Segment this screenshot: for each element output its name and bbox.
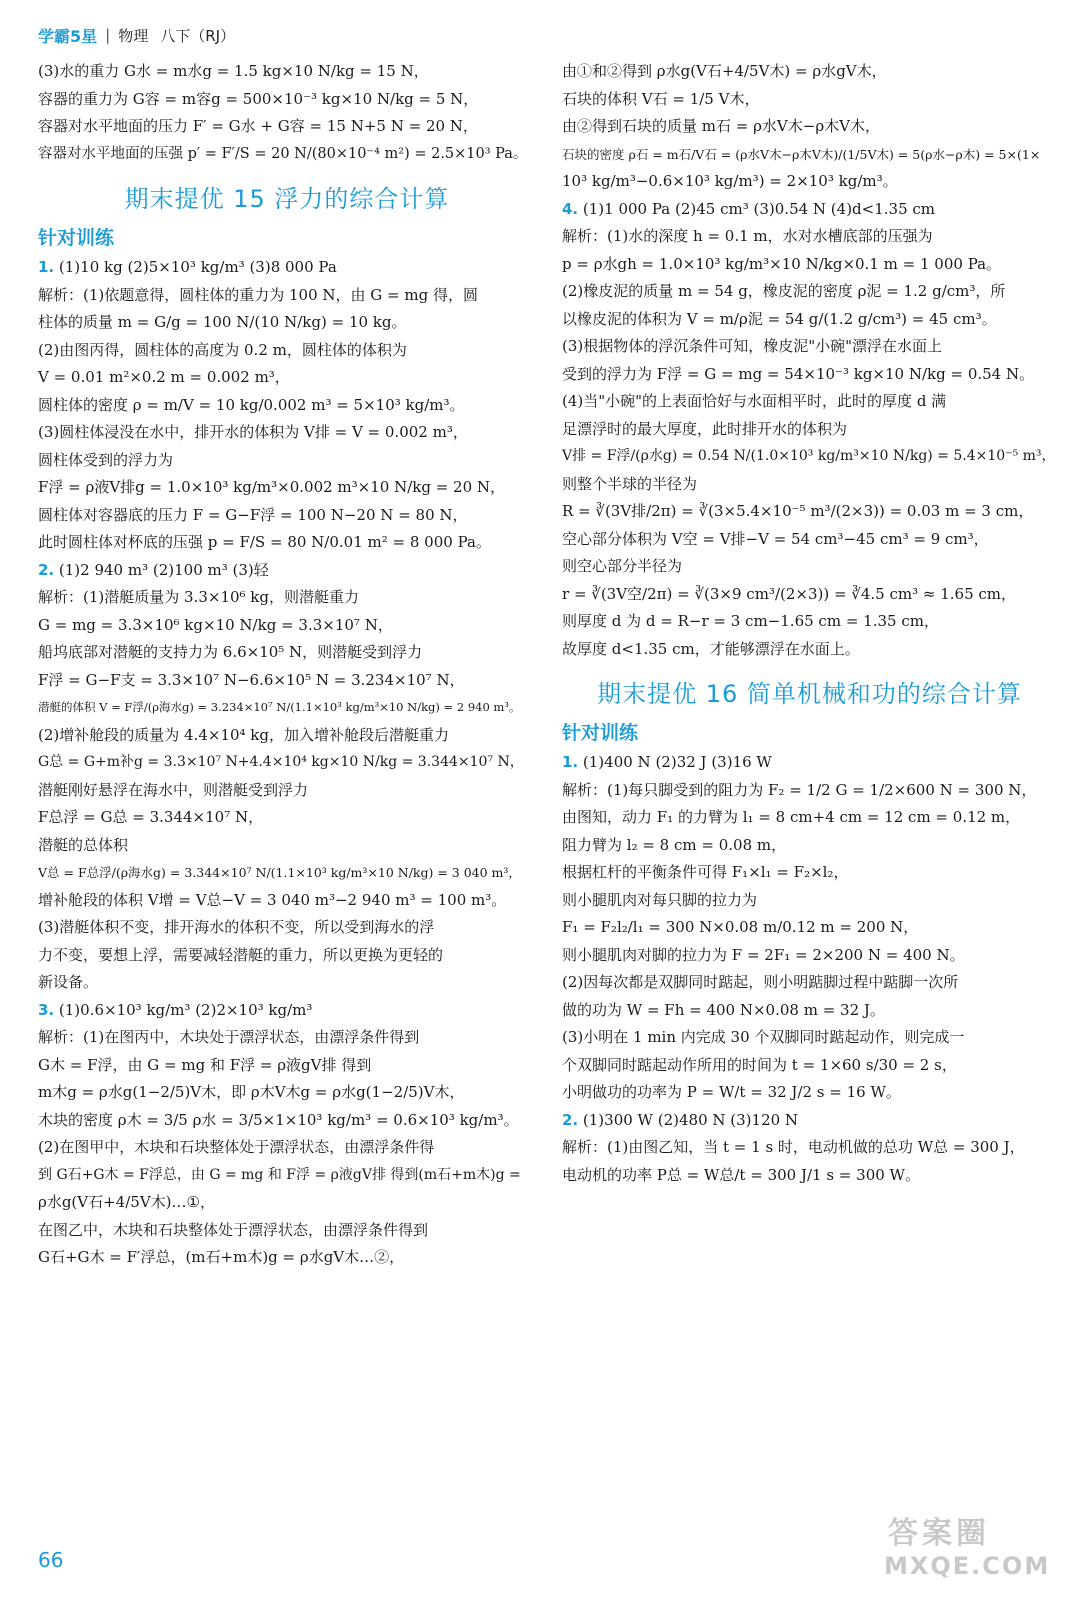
right-continuation-block	[562, 58, 1057, 663]
left-intro-block	[38, 58, 536, 168]
section-15-title: 期末提优 15 浮力的综合计算	[124, 185, 450, 213]
subject-label: 物理	[118, 26, 149, 45]
text-line: 新设备。	[38, 973, 99, 991]
text-line: 电动机的功率 P总 = W总/t = 300 J/1 s = 300 W。	[562, 1165, 920, 1184]
text-line: G = mg = 3.3×10⁶ kg×10 N/kg = 3.3×10⁷ N，	[38, 615, 393, 634]
text-line: (2)增补舱段的质量为 4.4×10⁴ kg，加入增补舱段后潜艇重力	[38, 725, 450, 744]
text-line: 圆柱体对容器底的压力 F = G−F浮 = 100 N−20 N = 80 N，	[38, 505, 468, 524]
text-line: 潜艇的总体积	[38, 835, 129, 854]
text-line: 潜艇的体积 V = F浮/(ρ海水g) = 3.234×10⁷ N/(1.1×10³ kg/m³×10 N/kg) = 2 940 m³。	[38, 700, 521, 714]
text-line: 解析：(1)每只脚受到的阻力为 F₂ = 1/2 G = 1/2×600 N = 300 N，	[562, 780, 1037, 799]
text-line: (3)水的重力 G水 = m水g = 1.5 kg×10 N/kg = 15 N，	[38, 62, 429, 80]
grade-label: 八下（RJ）	[160, 26, 236, 45]
watermark-top: 答案圈	[888, 1516, 990, 1551]
text-line: 则空心部分半径为	[562, 557, 683, 575]
text-line: (3)根据物体的浮沉条件可知，橡皮泥"小碗"漂浮在水面上	[562, 337, 943, 355]
text-line: V排 = F浮/(ρ水g) = 0.54 N/(1.0×10³ kg/m³×10 N/kg) = 5.4×10⁻⁵ m³，	[562, 448, 1056, 464]
text-line: (2)因每次都是双脚同时踮起，则小明踮脚过程中踮脚一次所	[562, 973, 959, 991]
text-line: 解析：(1)依题意得，圆柱体的重力为 100 N，由 G = mg 得，圆	[38, 285, 478, 304]
text-line: 2. (1)300 W (2)480 N (3)120 N	[562, 1110, 799, 1129]
text-line: V总 = F总浮/(ρ海水g) = 3.344×10⁷ N/(1.1×10³ kg/m³×10 N/kg) = 3 040 m³，	[38, 865, 521, 880]
text-line: r = ∛(3V空/2π) = ∛(3×9 cm³/(2×3)) = ∛4.5 cm³ ≈ 1.65 cm，	[562, 584, 1017, 603]
text-line: V = 0.01 m²×0.2 m = 0.002 m³，	[38, 368, 290, 386]
section-16-title: 期末提优 16 简单机械和功的综合计算	[597, 680, 1022, 708]
text-line: 力不变，要想上浮，需要减轻潜艇的重力，所以更换为更轻的	[38, 945, 444, 964]
text-line: 由①和②得到 ρ水g(V石+4/5V木) = ρ水gV木，	[562, 62, 887, 80]
left-column	[38, 58, 536, 1272]
text-line: F浮 = G−F支 = 3.3×10⁷ N−6.6×10⁵ N = 3.234×10⁷ N，	[38, 670, 465, 689]
text-line: 到 G石+G木 = F浮总，由 G = mg 和 F浮 = ρ液gV排 得到(m石+m木)g =	[38, 1166, 521, 1183]
page-number: 66	[38, 1548, 64, 1572]
text-line: 由②得到石块的质量 m石 = ρ水V木−ρ木V木，	[562, 117, 880, 135]
text-line: (2)在图甲中，木块和石块整体处于漂浮状态，由漂浮条件得	[38, 1138, 435, 1156]
text-line: 3. (1)0.6×10³ kg/m³ (2)2×10³ kg/m³	[38, 1000, 313, 1019]
text-line: 则小腿肌肉对脚的拉力为 F = 2F₁ = 2×200 N = 400 N。	[562, 945, 965, 964]
text-line: (3)圆柱体浸没在水中，排开水的体积为 V排 = V = 0.002 m³，	[38, 423, 468, 441]
text-line: 由图知，动力 F₁ 的力臂为 l₁ = 8 cm+4 cm = 12 cm = 0.12 m，	[562, 808, 1021, 826]
text-line: 1. (1)10 kg (2)5×10³ kg/m³ (3)8 000 Pa	[38, 258, 337, 276]
section-16-subtitle: 针对训练	[562, 722, 639, 744]
text-line: F浮 = ρ液V排g = 1.0×10³ kg/m³×0.002 m³×10 N/kg = 20 N，	[38, 478, 506, 496]
text-line: 解析：(1)在图丙中，木块处于漂浮状态，由漂浮条件得到	[38, 1028, 420, 1046]
text-line: 受到的浮力为 F浮 = G = mg = 54×10⁻³ kg×10 N/kg = 0.54 N。	[562, 364, 1035, 383]
text-line: F总浮 = G总 = 3.344×10⁷ N，	[38, 808, 264, 826]
right-column	[562, 58, 1057, 1189]
text-line: 在图乙中，木块和石块整体处于漂浮状态，由漂浮条件得到	[38, 1220, 429, 1239]
section-16-body	[562, 749, 1057, 1189]
text-line: 2. (1)2 940 m³ (2)100 m³ (3)轻	[38, 560, 269, 579]
text-line: 个双脚同时踮起动作所用的时间为 t = 1×60 s/30 = 2 s，	[562, 1055, 957, 1074]
text-line: 解析：(1)潜艇质量为 3.3×10⁶ kg，则潜艇重力	[38, 588, 360, 606]
question-number: 1.	[38, 258, 55, 276]
text-line: ρ水g(V石+4/5V木)…①，	[38, 1193, 215, 1211]
text-line: 圆柱体的密度 ρ = m/V = 10 kg/0.002 m³ = 5×10³ kg/m³。	[38, 395, 465, 414]
text-line: 石块的体积 V石 = 1/5 V木，	[562, 89, 760, 108]
text-line: 容器对水平地面的压强 p′ = F′/S = 20 N/(80×10⁻⁴ m²) = 2.5×10³ Pa。	[38, 145, 528, 162]
question-number: 2.	[562, 1110, 579, 1129]
watermark-bottom: MXQE.COM	[884, 1552, 1051, 1580]
text-line: 空心部分体积为 V空 = V排−V = 54 cm³−45 cm³ = 9 cm³，	[562, 529, 989, 548]
header-divider: |	[105, 26, 111, 44]
text-line: 小明做功的功率为 P = W/t = 32 J/2 s = 16 W。	[562, 1083, 901, 1101]
text-line: (4)当"小碗"的上表面恰好与水面相平时，此时的厚度 d 满	[562, 392, 947, 410]
text-line: 根据杠杆的平衡条件可得 F₁×l₁ = F₂×l₂，	[562, 863, 849, 881]
text-line: 木块的密度 ρ木 = 3/5 ρ水 = 3/5×1×10³ kg/m³ = 0.6×10³ kg/m³。	[38, 1110, 519, 1129]
question-number: 4.	[562, 199, 579, 218]
text-line: 足漂浮时的最大厚度，此时排开水的体积为	[562, 419, 848, 438]
text-line: 石块的密度 ρ石 = m石/V石 = (ρ水V木−ρ木V木)/(1/5V木) = 5(ρ水−ρ木) = 5×(1×	[562, 146, 1041, 162]
brand-logo: 学霸5星	[38, 26, 98, 46]
text-line: 解析：(1)水的深度 h = 0.1 m，水对水槽底部的压强为	[562, 227, 933, 245]
question-number: 1.	[562, 753, 579, 771]
text-line: 柱体的质量 m = G/g = 100 N/(10 N/kg) = 10 kg。	[38, 313, 407, 331]
text-line: 容器对水平地面的压力 F′ = G水 + G容 = 15 N+5 N = 20 N，	[38, 117, 478, 135]
text-line: 10³ kg/m³−0.6×10³ kg/m³) = 2×10³ kg/m³。	[562, 172, 898, 190]
text-line: 阻力臂为 l₂ = 8 cm = 0.08 m，	[562, 835, 787, 854]
text-line: (2)由图丙得，圆柱体的高度为 0.2 m，圆柱体的体积为	[38, 340, 407, 359]
text-line: p = ρ水gh = 1.0×10³ kg/m³×10 N/kg×0.1 m = 1 000 Pa。	[562, 254, 1002, 273]
text-line: 做的功为 W = Fh = 400 N×0.08 m = 32 J。	[562, 1000, 885, 1019]
text-line: 解析：(1)由图乙知，当 t = 1 s 时，电动机做的总功 W总 = 300 J，	[562, 1138, 1025, 1156]
text-line: 则厚度 d 为 d = R−r = 3 cm−1.65 cm = 1.35 cm，	[562, 612, 939, 630]
text-line: m木g = ρ水g(1−2/5)V木，即 ρ木V木g = ρ水g(1−2/5)V木，	[38, 1083, 465, 1101]
text-line: G石+G木 = F′浮总，(m石+m木)g = ρ水gV木…②，	[38, 1248, 405, 1266]
text-line: R = ∛(3V排/2π) = ∛(3×5.4×10⁻⁵ m³/(2×3)) = 0.03 m = 3 cm，	[562, 502, 1034, 520]
text-line: G总 = G+m补g = 3.3×10⁷ N+4.4×10⁴ kg×10 N/kg = 3.344×10⁷ N，	[38, 754, 524, 770]
text-line: (3)潜艇体积不变，排开海水的体积不变，所以受到海水的浮	[38, 918, 435, 936]
text-line: G木 = F浮，由 G = mg 和 F浮 = ρ液gV排 得到	[38, 1055, 372, 1074]
text-line: 圆柱体受到的浮力为	[38, 450, 174, 469]
text-line: 故厚度 d<1.35 cm，才能够漂浮在水面上。	[562, 639, 860, 658]
text-line: (2)橡皮泥的质量 m = 54 g，橡皮泥的密度 ρ泥 = 1.2 g/cm³，所	[562, 282, 1006, 300]
text-line: F₁ = F₂l₂/l₁ = 300 N×0.08 m/0.12 m = 200 N，	[562, 918, 919, 936]
page-header	[38, 22, 247, 48]
section-15-body	[38, 254, 536, 1272]
text-line: 则整个半球的半径为	[562, 474, 698, 493]
text-line: 以橡皮泥的体积为 V = m/ρ泥 = 54 g/(1.2 g/cm³) = 45 cm³。	[562, 309, 997, 328]
watermark	[880, 1508, 1055, 1588]
question-number: 2.	[38, 560, 55, 579]
text-line: 4. (1)1 000 Pa (2)45 cm³ (3)0.54 N (4)d<1.35 cm	[562, 199, 936, 218]
text-line: 则小腿肌肉对每只脚的拉力为	[562, 890, 758, 909]
text-line: 潜艇刚好悬浮在海水中，则潜艇受到浮力	[38, 780, 309, 799]
text-line: (3)小明在 1 min 内完成 30 个双脚同时踮起动作，则完成一	[562, 1028, 965, 1046]
text-line: 此时圆柱体对杯底的压强 p = F/S = 80 N/0.01 m² = 8 000 Pa。	[38, 533, 491, 551]
section-15-subtitle: 针对训练	[38, 227, 115, 249]
text-line: 增补舱段的体积 V增 = V总−V = 3 040 m³−2 940 m³ = 100 m³。	[38, 890, 507, 909]
text-line: 船坞底部对潜艇的支持力为 6.6×10⁵ N，则潜艇受到浮力	[38, 643, 423, 661]
text-line: 1. (1)400 N (2)32 J (3)16 W	[562, 753, 772, 771]
question-number: 3.	[38, 1000, 55, 1019]
text-line: 容器的重力为 G容 = m容g = 500×10⁻³ kg×10 N/kg = 5 N，	[38, 89, 479, 108]
